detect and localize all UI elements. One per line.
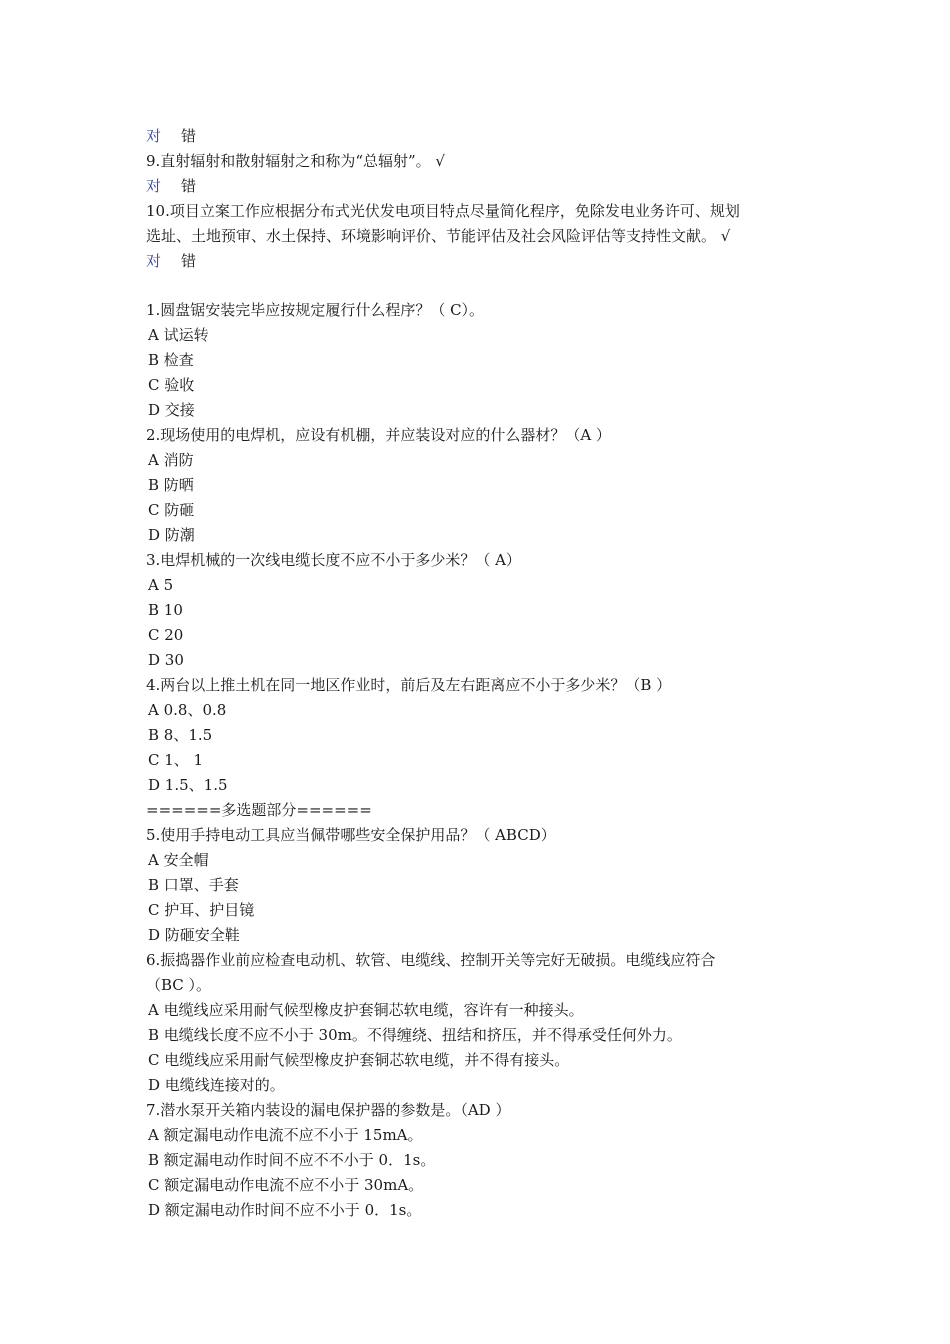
false-option: 错 (181, 127, 197, 145)
question-6-line-2: （BC ）。 (146, 976, 212, 994)
multi-choice-header: ======多选题部分====== (146, 801, 372, 819)
question-7-option-a: A 额定漏电动作电流不应不小于 15mA。 (148, 1126, 423, 1144)
question-5-option-c: C 护耳、护目镜 (148, 901, 255, 919)
question-4: 4.两台以上推土机在同一地区作业时，前后及左右距离应不小于多少米？（B ） (146, 676, 672, 694)
question-2-option-c: C 防砸 (148, 501, 195, 519)
false-option: 错 (181, 177, 197, 195)
tf-answer-row (146, 124, 816, 149)
question-10-line-2: 选址、土地预审、水土保持、环境影响评价、节能评估及社会风险评估等支持性文献。 √ (146, 227, 731, 245)
section-spacer (146, 274, 816, 298)
question-6-option-a: A 电缆线应采用耐气候型橡皮护套铜芯软电缆，容许有一种接头。 (148, 1001, 584, 1019)
tf-answer-row (146, 249, 816, 274)
false-option: 错 (181, 252, 197, 270)
question-1-option-c: C 验收 (148, 376, 195, 394)
question-4-option-b: B 8、1.5 (148, 726, 213, 744)
question-2: 2.现场使用的电焊机，应设有机棚，并应装设对应的什么器材？（A ） (146, 426, 611, 444)
question-3: 3.电焊机械的一次线电缆长度不应不小于多少米？（ A） (146, 551, 521, 569)
question-1-option-a: A 试运转 (148, 326, 209, 344)
question-7-option-c: C 额定漏电动作电流不应不小于 30mA。 (148, 1176, 424, 1194)
question-4-option-a: A 0.8、0.8 (148, 701, 227, 719)
question-2-option-b: B 防晒 (148, 476, 194, 494)
document-content (146, 124, 816, 1223)
question-7-option-b: B 额定漏电动作时间不应不不小于 0．1s。 (148, 1151, 436, 1169)
question-2-option-a: A 消防 (148, 451, 194, 469)
question-6-option-b: B 电缆线长度不应不小于 30m。不得缠绕、扭结和挤压，并不得承受任何外力。 (148, 1026, 682, 1044)
true-option: 对 (146, 177, 162, 195)
question-5-option-a: A 安全帽 (148, 851, 209, 869)
question-1-option-b: B 检查 (148, 351, 194, 369)
question-3-option-b: B 10 (148, 601, 183, 619)
question-6-option-d: D 电缆线连接对的。 (148, 1076, 285, 1094)
question-4-option-c: C 1、 1 (148, 751, 204, 769)
question-5: 5.使用手持电动工具应当佩带哪些安全保护用品？（ ABCD） (146, 826, 556, 844)
question-6-option-c: C 电缆线应采用耐气候型橡皮护套铜芯软电缆，并不得有接头。 (148, 1051, 570, 1069)
question-10-line-1: 10.项目立案工作应根据分布式光伏发电项目特点尽量简化程序，免除发电业务许可、规划 (146, 202, 740, 220)
question-3-option-a: A 5 (148, 576, 174, 594)
question-3-option-d: D 30 (148, 651, 184, 669)
tf-answer-row (146, 174, 816, 199)
question-2-option-d: D 防潮 (148, 526, 195, 544)
question-5-option-d: D 防砸安全鞋 (148, 926, 240, 944)
true-option: 对 (146, 127, 162, 145)
question-6-line-1: 6.振捣器作业前应检查电动机、软管、电缆线、控制开关等完好无破损。电缆线应符合 (146, 951, 716, 969)
question-7: 7.潜水泵开关箱内装设的漏电保护器的参数是。（AD ） (146, 1101, 511, 1119)
question-1: 1.圆盘锯安装完毕应按规定履行什么程序？（ C）。 (146, 301, 485, 319)
question-5-option-b: B 口罩、手套 (148, 876, 239, 894)
question-3-option-c: C 20 (148, 626, 184, 644)
question-1-option-d: D 交接 (148, 401, 195, 419)
question-9: 9.直射辐射和散射辐射之和称为“总辐射”。 √ (146, 152, 445, 170)
question-7-option-d: D 额定漏电动作时间不应不小于 0．1s。 (148, 1201, 422, 1219)
question-4-option-d: D 1.5、1.5 (148, 776, 228, 794)
true-option: 对 (146, 252, 162, 270)
